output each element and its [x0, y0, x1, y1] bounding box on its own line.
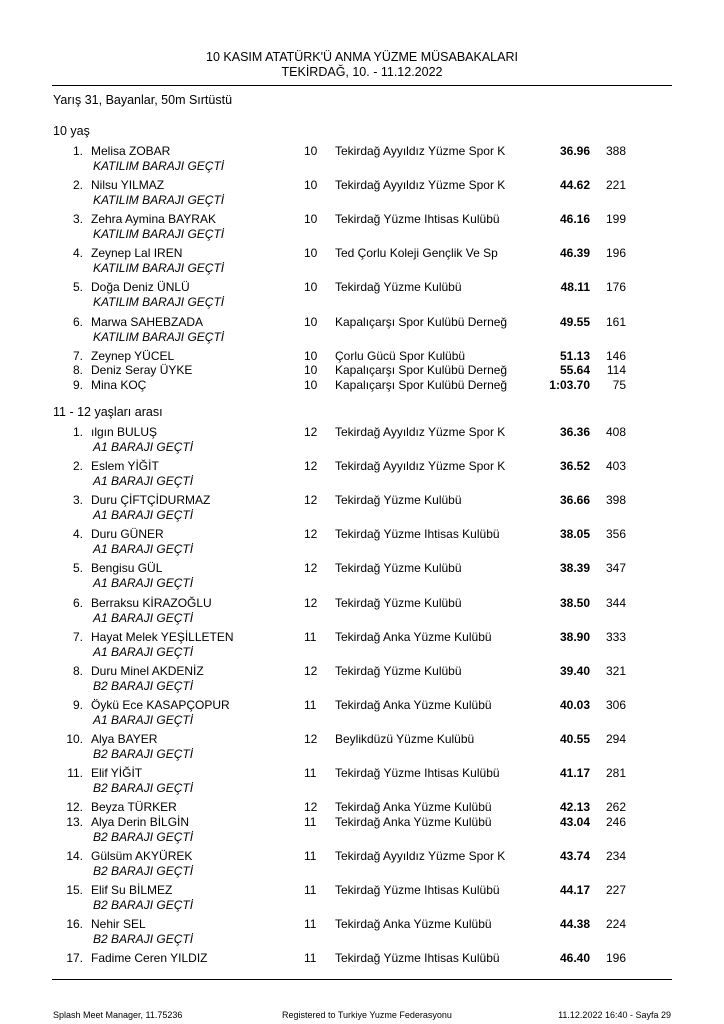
result-time: 51.13	[559, 348, 590, 363]
qualification-note: B2 BARAJI GEÇTİ	[93, 863, 194, 878]
result-time: 39.40	[559, 663, 590, 678]
club-name: Tekirdağ Yüzme Ihtisas Kulübü	[335, 766, 500, 780]
club-name: Tekirdağ Yüzme Ihtisas Kulübü	[335, 882, 500, 897]
result-time: 48.11	[560, 280, 590, 295]
result-time: 1:03.70	[549, 377, 590, 392]
swimmer-age: 11	[304, 766, 317, 780]
result-time: 49.55	[559, 314, 590, 329]
result-row	[0, 177, 724, 193]
footer-page-info: 11.12.2022 16:40 - Sayfa 29	[558, 1010, 671, 1020]
club-name: Tekirdağ Ayyıldız Yüzme Spor K	[335, 178, 506, 193]
club-name: Kapalıçarşı Spor Kulübü Derneğ	[335, 314, 508, 329]
qualification-note: A1 BARAJI GEÇTİ	[93, 576, 194, 591]
qualification-note: B2 BARAJI GEÇTİ	[93, 829, 194, 844]
swimmer-age: 11	[304, 848, 317, 863]
result-row	[0, 848, 724, 864]
result-row	[0, 211, 724, 227]
club-name: Tekirdağ Ayyıldız Yüzme Spor K	[335, 848, 506, 863]
club-name: Ted Çorlu Koleji Gençlik Ve Sp	[335, 246, 498, 261]
qualification-note: KATILIM BARAJI GEÇTİ	[93, 227, 225, 242]
swimmer-name: Doğa Deniz ÜNLÜ	[91, 280, 190, 295]
swimmer-name: Bengisu GÜL	[91, 561, 163, 576]
swimmer-age: 11	[304, 951, 317, 965]
result-place: 4.	[72, 527, 83, 542]
qualification-note: KATILIM BARAJI GEÇTİ	[93, 295, 225, 310]
header-rule	[52, 85, 672, 86]
result-place: 5.	[72, 280, 83, 295]
swimmer-age: 12	[304, 731, 318, 746]
result-place: 1.	[72, 425, 83, 439]
swimmer-name: Gülsüm AKYÜREK	[91, 848, 193, 863]
swimmer-age: 10	[304, 314, 318, 329]
swimmer-age: 10	[304, 246, 318, 261]
result-place: 9.	[72, 377, 83, 392]
swimmer-age: 12	[304, 595, 318, 610]
result-time: 43.74	[559, 848, 590, 863]
club-name: Tekirdağ Yüzme Kulübü	[335, 280, 462, 295]
result-points: 408	[605, 425, 626, 439]
qualification-note: A1 BARAJI GEÇTİ	[93, 474, 194, 489]
result-row	[0, 377, 724, 393]
club-name: Tekirdağ Yüzme Kulübü	[335, 663, 462, 678]
swimmer-name: Duru Minel AKDENİZ	[91, 663, 204, 678]
result-place: 14.	[66, 848, 83, 863]
result-time: 36.52	[559, 459, 590, 474]
result-time: 40.55	[559, 731, 590, 746]
club-name: Beylikdüzü Yüzme Kulübü	[335, 731, 475, 746]
swimmer-age: 10	[304, 363, 318, 378]
result-place: 6.	[72, 314, 83, 329]
result-time: 38.05	[559, 527, 590, 542]
result-place: 10.	[66, 731, 83, 746]
result-place: 6.	[72, 595, 83, 610]
event-title: Yarış 31, Bayanlar, 50m Sırtüstü	[53, 93, 233, 107]
qualification-note: KATILIM BARAJI GEÇTİ	[93, 159, 225, 173]
swimmer-age: 12	[304, 800, 318, 815]
result-row	[0, 424, 724, 440]
result-points: 388	[605, 144, 626, 158]
result-points: 196	[605, 246, 626, 261]
swimmer-name: Elif Su BİLMEZ	[91, 882, 173, 897]
qualification-note: KATILIM BARAJI GEÇTİ	[93, 329, 225, 344]
result-row	[0, 882, 724, 898]
swimmer-name: Alya BAYER	[91, 731, 158, 746]
swimmer-name: Elif YİĞİT	[91, 766, 143, 780]
result-points: 306	[605, 697, 626, 712]
result-points: 321	[605, 663, 626, 678]
age-group-title: 10 yaş	[53, 124, 90, 138]
result-points: 403	[605, 459, 626, 474]
result-points: 224	[605, 916, 626, 931]
result-time: 36.66	[559, 493, 590, 508]
result-row	[0, 950, 724, 966]
result-place: 7.	[72, 629, 83, 644]
swimmer-age: 11	[304, 697, 317, 712]
footer-registration: Registered to Turkiye Yuzme Federasyonu	[282, 1010, 452, 1020]
qualification-note: A1 BARAJI GEÇTİ	[93, 712, 194, 727]
result-time: 36.36	[559, 425, 590, 439]
result-place: 3.	[72, 212, 83, 227]
swimmer-age: 10	[304, 144, 318, 158]
result-points: 344	[605, 595, 626, 610]
swimmer-name: Hayat Melek YEŞİLLETEN	[91, 629, 234, 644]
swimmer-age: 10	[304, 212, 318, 227]
document-subtitle: TEKİRDAĞ, 10. - 11.12.2022	[281, 65, 443, 79]
result-row	[0, 245, 724, 261]
result-place: 17.	[66, 951, 83, 965]
swimmer-age: 11	[304, 882, 317, 897]
qualification-note: A1 BARAJI GEÇTİ	[93, 542, 194, 557]
swimmer-name: Nehir SEL	[91, 916, 146, 931]
club-name: Kapalıçarşı Spor Kulübü Derneğ	[335, 363, 508, 378]
result-points: 333	[605, 629, 626, 644]
qualification-note: KATILIM BARAJI GEÇTİ	[93, 261, 225, 276]
result-points: 294	[605, 731, 626, 746]
result-time: 55.64	[559, 363, 590, 378]
qualification-note: B2 BARAJI GEÇTİ	[93, 746, 194, 761]
result-time: 41.17	[559, 766, 590, 780]
result-row	[0, 279, 724, 295]
swimmer-name: Zehra Aymina BAYRAK	[91, 212, 216, 227]
result-time: 44.17	[559, 882, 590, 897]
result-row	[0, 629, 724, 645]
result-points: 146	[605, 348, 626, 363]
result-points: 234	[605, 848, 626, 863]
swimmer-age: 10	[304, 178, 318, 193]
swimmer-name: Duru GÜNER	[91, 527, 164, 542]
result-time: 36.96	[559, 144, 590, 158]
result-place: 12.	[66, 800, 83, 815]
club-name: Tekirdağ Yüzme Ihtisas Kulübü	[335, 212, 500, 227]
result-row	[0, 143, 724, 159]
swimmer-name: ılgın BULUŞ	[91, 425, 158, 439]
swimmer-name: Beyza TÜRKER	[91, 800, 177, 815]
qualification-note: B2 BARAJI GEÇTİ	[93, 931, 194, 946]
swimmer-name: Berraksu KİRAZOĞLU	[91, 595, 212, 610]
result-place: 13.	[66, 814, 83, 829]
result-row	[0, 765, 724, 781]
result-points: 262	[605, 800, 626, 815]
result-points: 227	[605, 882, 626, 897]
result-place: 8.	[72, 663, 83, 678]
result-row	[0, 314, 724, 330]
club-name: Tekirdağ Ayyıldız Yüzme Spor K	[335, 459, 506, 474]
result-points: 176	[605, 280, 626, 295]
swimmer-name: Duru ÇİFTÇİDURMAZ	[91, 493, 211, 508]
swimmer-age: 12	[304, 493, 318, 508]
swimmer-age: 11	[304, 814, 317, 829]
club-name: Tekirdağ Yüzme Kulübü	[335, 561, 462, 576]
swimmer-age: 10	[304, 348, 318, 363]
result-time: 43.04	[559, 814, 590, 829]
swimmer-age: 12	[304, 663, 318, 678]
swimmer-name: Zeynep YÜCEL	[91, 348, 175, 363]
qualification-note: KATILIM BARAJI GEÇTİ	[93, 193, 225, 208]
swimmer-age: 10	[304, 377, 318, 392]
result-points: 347	[605, 561, 626, 576]
result-place: 15.	[66, 882, 83, 897]
club-name: Tekirdağ Anka Yüzme Kulübü	[335, 814, 492, 829]
result-time: 46.40	[559, 951, 590, 965]
result-row	[0, 731, 724, 747]
swimmer-age: 12	[304, 425, 318, 439]
swimmer-age: 11	[304, 629, 317, 644]
result-row	[0, 814, 724, 830]
result-points: 196	[605, 951, 626, 965]
result-row	[0, 663, 724, 679]
result-time: 44.38	[559, 916, 590, 931]
qualification-note: A1 BARAJI GEÇTİ	[93, 440, 194, 454]
result-points: 161	[605, 314, 626, 329]
result-points: 199	[605, 212, 626, 227]
result-points: 114	[606, 363, 626, 378]
result-row	[0, 697, 724, 713]
result-row	[0, 526, 724, 542]
result-place: 3.	[72, 493, 83, 508]
result-row	[0, 458, 724, 474]
swimmer-name: Marwa SAHEBZADA	[91, 314, 204, 329]
swimmer-age: 10	[304, 280, 318, 295]
qualification-note: A1 BARAJI GEÇTİ	[93, 508, 194, 523]
result-place: 7.	[72, 348, 83, 363]
result-time: 44.62	[559, 178, 590, 193]
result-points: 356	[605, 527, 626, 542]
swimmer-name: Zeynep Lal IREN	[91, 246, 183, 261]
club-name: Tekirdağ Yüzme Kulübü	[335, 595, 462, 610]
swimmer-name: Öykü Ece KASAPÇOPUR	[91, 697, 230, 712]
result-points: 221	[605, 178, 626, 193]
result-place: 16.	[66, 916, 83, 931]
club-name: Çorlu Gücü Spor Kulübü	[335, 348, 466, 363]
result-place: 2.	[72, 459, 83, 474]
swimmer-age: 12	[304, 459, 318, 474]
swimmer-name: Fadime Ceren YILDIZ	[91, 951, 208, 965]
club-name: Tekirdağ Anka Yüzme Kulübü	[335, 916, 492, 931]
result-row	[0, 595, 724, 611]
swimmer-age: 12	[304, 527, 318, 542]
swimmer-name: Nilsu YILMAZ	[91, 178, 165, 193]
result-place: 11.	[67, 766, 83, 780]
result-time: 38.50	[559, 595, 590, 610]
qualification-note: B2 BARAJI GEÇTİ	[93, 781, 194, 795]
result-points: 281	[605, 766, 626, 780]
result-place: 9.	[72, 697, 83, 712]
club-name: Tekirdağ Yüzme Ihtisas Kulübü	[335, 527, 500, 542]
swimmer-name: Deniz Seray ÜYKE	[91, 363, 193, 378]
result-time: 38.90	[559, 629, 590, 644]
result-points: 398	[605, 493, 626, 508]
result-time: 42.13	[559, 800, 590, 815]
club-name: Tekirdağ Yüzme Kulübü	[335, 493, 462, 508]
result-row	[0, 916, 724, 932]
club-name: Tekirdağ Ayyıldız Yüzme Spor K	[335, 425, 506, 439]
swimmer-name: Mina KOÇ	[91, 377, 147, 392]
swimmer-age: 11	[304, 916, 317, 931]
result-time: 46.16	[559, 212, 590, 227]
club-name: Tekirdağ Yüzme Ihtisas Kulübü	[335, 951, 500, 965]
result-place: 2.	[72, 178, 83, 193]
result-place: 1.	[72, 144, 83, 158]
result-row	[0, 492, 724, 508]
swimmer-name: Melisa ZOBAR	[91, 144, 171, 158]
swimmer-name: Eslem YİĞİT	[91, 459, 159, 474]
result-row	[0, 560, 724, 576]
club-name: Tekirdağ Anka Yüzme Kulübü	[335, 697, 492, 712]
club-name: Tekirdağ Ayyıldız Yüzme Spor K	[335, 144, 506, 158]
document-title: 10 KASIM ATATÜRK'Ü ANMA YÜZME MÜSABAKALARI	[206, 50, 518, 64]
club-name: Kapalıçarşı Spor Kulübü Derneğ	[335, 377, 508, 392]
result-place: 8.	[72, 363, 83, 378]
result-points: 246	[605, 814, 626, 829]
footer-rule	[52, 979, 672, 980]
result-time: 40.03	[559, 697, 590, 712]
footer-software: Splash Meet Manager, 11.75236	[53, 1010, 183, 1020]
result-place: 4.	[72, 246, 83, 261]
result-time: 46.39	[559, 246, 590, 261]
club-name: Tekirdağ Anka Yüzme Kulübü	[335, 629, 492, 644]
club-name: Tekirdağ Anka Yüzme Kulübü	[335, 800, 492, 815]
swimmer-age: 12	[304, 561, 318, 576]
qualification-note: B2 BARAJI GEÇTİ	[93, 897, 194, 912]
swimmer-name: Alya Derin BİLGİN	[91, 814, 190, 829]
age-group-title: 11 - 12 yaşları arası	[53, 405, 163, 419]
qualification-note: A1 BARAJI GEÇTİ	[93, 610, 194, 625]
qualification-note: B2 BARAJI GEÇTİ	[93, 678, 194, 693]
result-time: 38.39	[559, 561, 590, 576]
result-place: 5.	[72, 561, 83, 576]
qualification-note: A1 BARAJI GEÇTİ	[93, 644, 194, 659]
result-points: 75	[612, 377, 626, 392]
